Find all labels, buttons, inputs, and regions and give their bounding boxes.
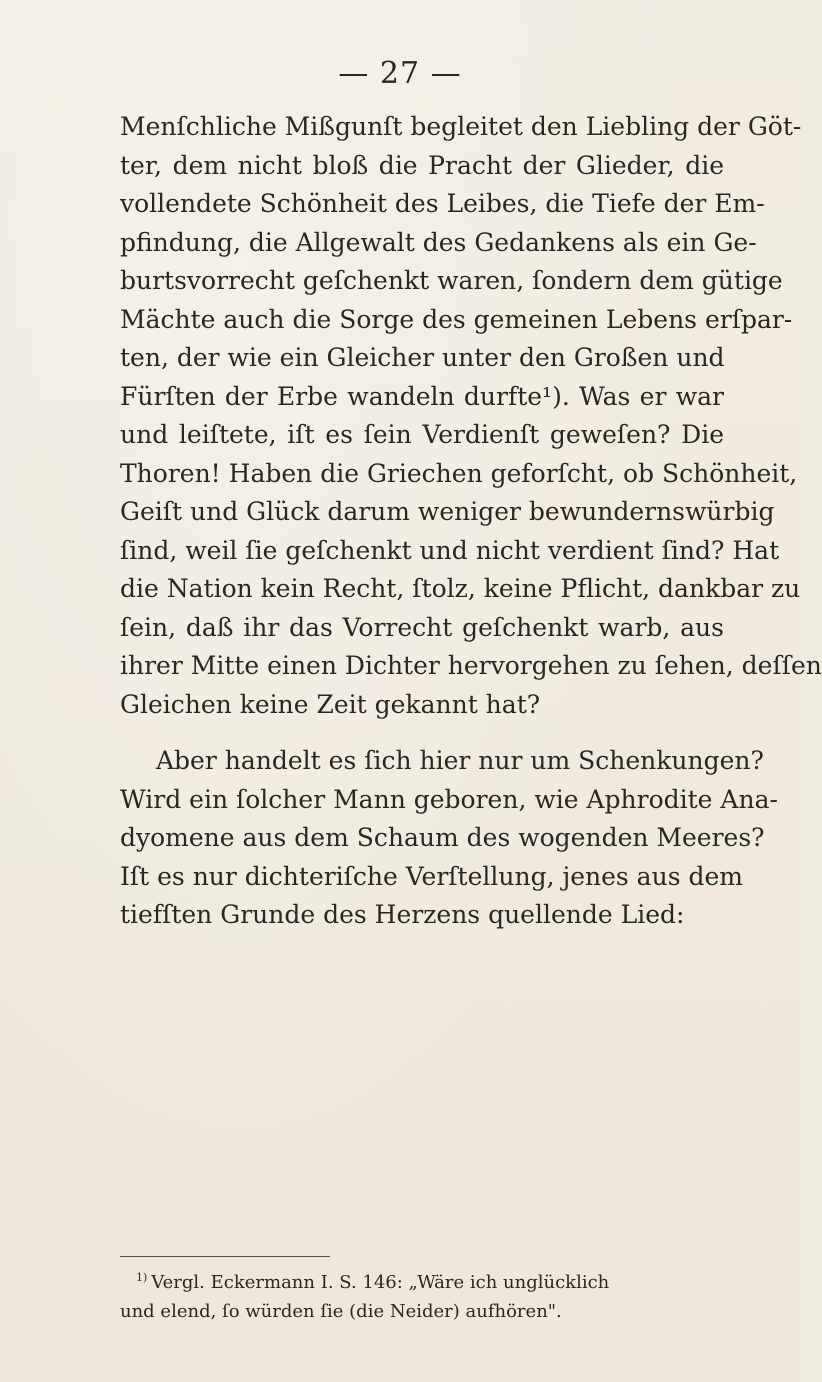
text-line: Gleichen keine Zeit gekannt hat?	[120, 689, 541, 719]
paragraph-1	[120, 108, 822, 724]
footnote-line: und elend, ſo würden ſie (die Neider) aufhören".	[120, 1301, 562, 1322]
body-text	[120, 108, 822, 935]
text-line: Fürſten der Erbe wandeln durfte¹). Was er war	[120, 381, 724, 411]
text-line: Menſchliche Mißgunſt begleitet den Liebling der Göt-	[120, 112, 802, 141]
text-line: und leiſtete, iſt es ſein Verdienſt geweſen? Die	[120, 420, 724, 449]
paragraph-2	[120, 742, 778, 935]
text-line: Aber handelt es ſich hier nur um Schenkungen?	[156, 746, 764, 775]
text-line: ſein, daß ihr das Vorrecht geſchenkt warb, aus	[120, 612, 724, 642]
text-line: vollendete Schönheit des Leibes, die Tiefe der Em-	[120, 189, 765, 218]
text-line: Thoren! Haben die Griechen geforſcht, ob Schönheit,	[120, 458, 798, 488]
footnote-line	[120, 1268, 724, 1297]
text-line: Iſt es nur dichteriſche Verſtellung, jenes aus dem	[120, 861, 743, 891]
footnote-text: Vergl. Eckermann I. S. 146: „Wäre ich unglücklich	[151, 1272, 610, 1293]
text-line: ſind, weil ſie geſchenkt und nicht verdient ſind? Hat	[120, 535, 780, 565]
text-line: ter, dem nicht bloß die Pracht der Glieder, die	[120, 150, 724, 180]
text-line: Geiſt und Glück darum weniger bewundernswürbig	[120, 497, 775, 526]
text-line: ihrer Mitte einen Dichter hervorgehen zu ſehen, deſſen	[120, 651, 822, 680]
footnote-divider	[120, 1256, 330, 1257]
text-line: Wird ein ſolcher Mann geboren, wie Aphrodite Ana-	[120, 784, 778, 814]
footnote	[120, 1268, 724, 1326]
text-line: die Nation kein Recht, ſtolz, keine Pflicht, dankbar zu	[120, 574, 801, 603]
text-line: tiefſten Grunde des Herzens quellende Lied:	[120, 900, 685, 929]
footnote-marker: 1)	[136, 1271, 148, 1284]
text-line: burtsvorrecht geſchenkt waren, ſondern dem gütige	[120, 266, 783, 295]
text-line: Mächte auch die Sorge des gemeinen Lebens erſpar-	[120, 304, 793, 334]
text-line: pfindung, die Allgewalt des Gedankens als ein Ge-	[120, 227, 757, 257]
text-line: dyomene aus dem Schaum des wogenden Meeres?	[120, 823, 765, 852]
text-line: ten, der wie ein Gleicher unter den Großen und	[120, 343, 725, 372]
page-number: — 27 —	[338, 56, 462, 91]
